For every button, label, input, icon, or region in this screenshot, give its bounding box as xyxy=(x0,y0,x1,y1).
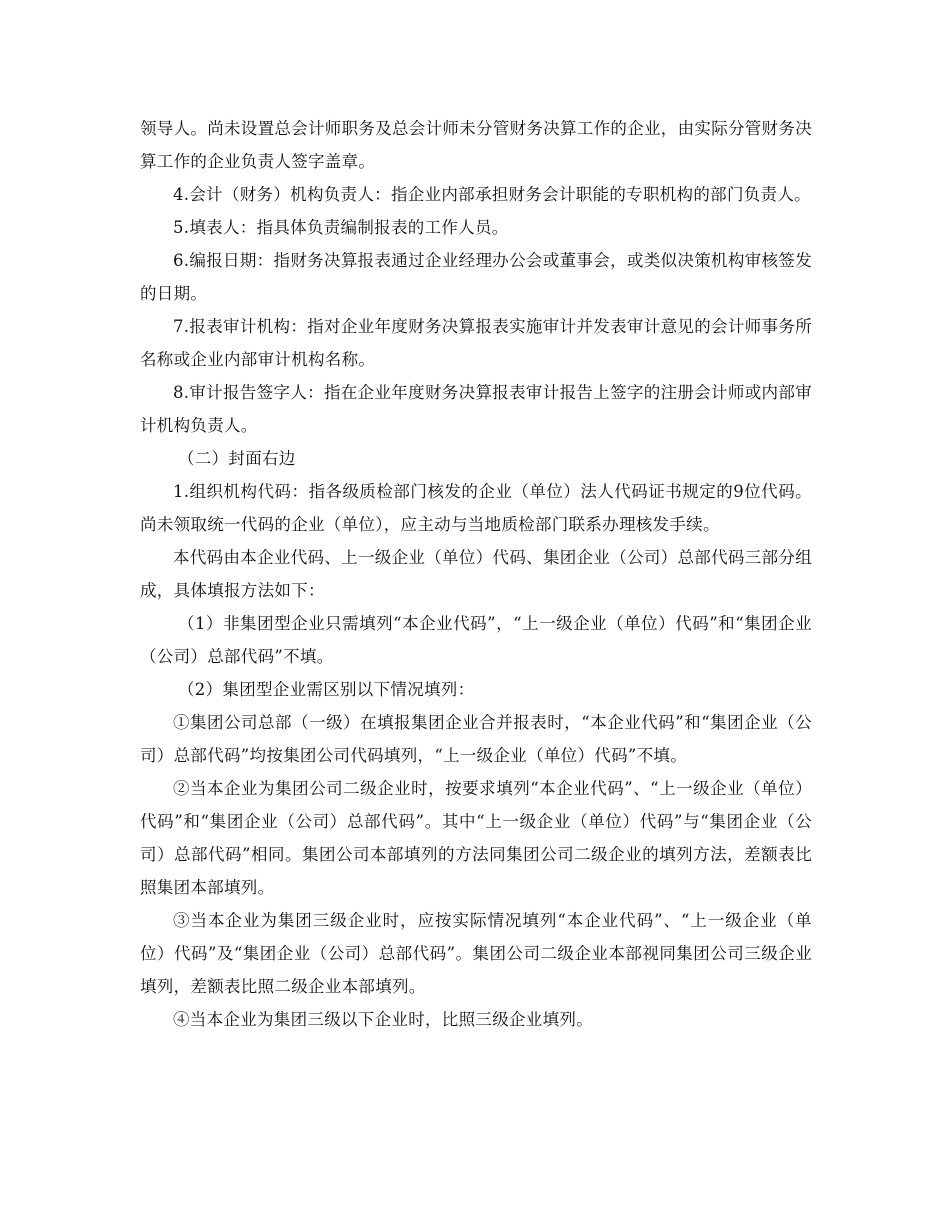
paragraph-case-2: ②当本企业为集团公司二级企业时，按要求填列“本企业代码”、“上一级企业（单位）代码”和“集团企业（公司）总部代码”。其中“上一级企业（单位）代码”与“集团企业（公司）总部代码”相同。集团公司本部填列的方法同集团公司二级企业的填列方法，差额表比照集团本部填列。 xyxy=(140,779,812,897)
paragraph-item-8: 8.审计报告签字人：指在企业年度财务决算报表审计报告上签字的注册会计师或内部审计机构负责人。 xyxy=(140,383,812,435)
paragraph-code-composition: 本代码由本企业代码、上一级企业（单位）代码、集团企业（公司）总部代码三部分组成，具体填报方法如下： xyxy=(140,548,812,600)
paragraph-group: （2）集团型企业需区别以下情况填列： xyxy=(178,680,475,699)
paragraph-case-3: ③当本企业为集团三级企业时，应按实际情况填列“本企业代码”、“上一级企业（单位）代码”及“集团企业（公司）总部代码”。集团公司二级企业本部视同集团公司三级企业填列，差额表比照二级企业本部填列。 xyxy=(140,911,812,996)
section-heading-cover-right: （二）封面右边 xyxy=(178,449,296,468)
paragraph-non-group: （1）非集团型企业只需填列“本企业代码”，“上一级企业（单位）代码”和“集团企业（公司）总部代码”不填。 xyxy=(140,614,812,666)
paragraph-item-4: 4.会计（财务）机构负责人：指企业内部承担财务会计职能的专职机构的部门负责人。 xyxy=(173,185,811,204)
document-body xyxy=(140,112,812,1036)
paragraph-org-code: 1.组织机构代码：指各级质检部门核发的企业（单位）法人代码证书规定的9位代码。尚未领取统一代码的企业（单位），应主动与当地质检部门联系办理核发手续。 xyxy=(140,482,812,534)
paragraph-case-4: ④当本企业为集团三级以下企业时，比照三级企业填列。 xyxy=(173,1010,593,1029)
paragraph-item-7: 7.报表审计机构：指对企业年度财务决算报表实施审计并发表审计意见的会计师事务所名称或企业内部审计机构名称。 xyxy=(140,317,812,369)
paragraph-continuation: 领导人。尚未设置总会计师职务及总会计师未分管财务决算工作的企业，由实际分管财务决算工作的企业负责人签字盖章。 xyxy=(140,119,812,171)
paragraph-case-1: ①集团公司总部（一级）在填报集团企业合并报表时，“本企业代码”和“集团企业（公司）总部代码”均按集团公司代码填列，“上一级企业（单位）代码”不填。 xyxy=(140,713,812,765)
paragraph-item-6: 6.编报日期：指财务决算报表通过企业经理办公会或董事会，或类似决策机构审核签发的日期。 xyxy=(140,251,812,303)
paragraph-item-5: 5.填表人：指具体负责编制报表的工作人员。 xyxy=(173,218,509,237)
